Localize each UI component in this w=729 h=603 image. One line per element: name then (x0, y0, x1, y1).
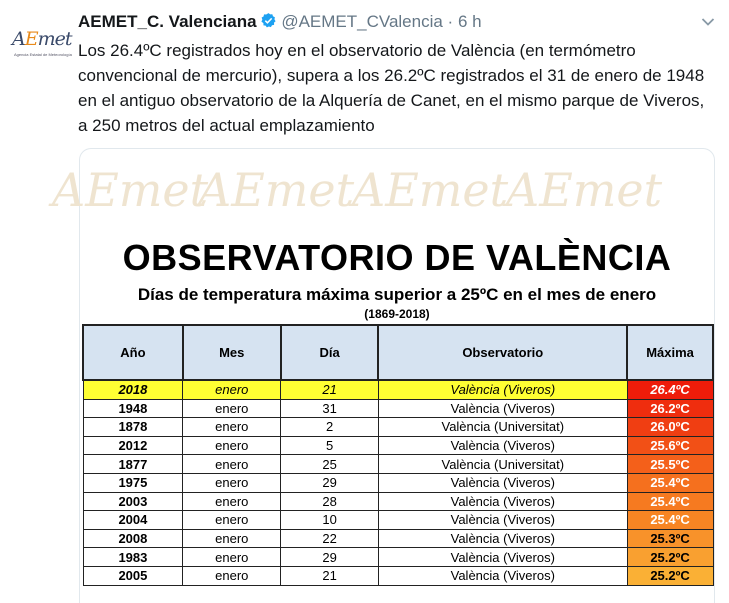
month-cell: enero (183, 455, 281, 474)
table-row (83, 492, 713, 511)
month-cell: enero (183, 548, 281, 567)
year-cell: 2005 (83, 566, 183, 585)
station-cell: València (Viveros) (378, 380, 627, 399)
station-cell: València (Viveros) (378, 399, 627, 418)
max-temp-cell: 25.6ºC (627, 436, 713, 455)
table-row (83, 529, 713, 548)
day-cell: 21 (281, 380, 379, 399)
day-cell: 25 (281, 455, 379, 474)
watermark-text: AEmet (506, 163, 663, 217)
year-cell: 2003 (83, 492, 183, 511)
column-header: Observatorio (378, 325, 627, 380)
column-header: Año (83, 325, 183, 380)
max-temp-cell: 25.3ºC (627, 529, 713, 548)
watermark-text: AEmet (352, 163, 509, 217)
year-cell: 2018 (83, 380, 183, 399)
station-cell: València (Viveros) (378, 473, 627, 492)
month-cell: enero (183, 529, 281, 548)
user-handle[interactable]: @AEMET_CValencia (281, 12, 443, 31)
year-cell: 1983 (83, 548, 183, 567)
station-cell: València (Universitat) (378, 455, 627, 474)
day-cell: 21 (281, 566, 379, 585)
table-row (83, 436, 713, 455)
max-temp-cell: 25.4ºC (627, 492, 713, 511)
month-cell: enero (183, 399, 281, 418)
year-cell: 2004 (83, 511, 183, 530)
table-row (83, 548, 713, 567)
day-cell: 29 (281, 473, 379, 492)
max-temp-cell: 26.0ºC (627, 418, 713, 437)
day-cell: 31 (281, 399, 379, 418)
profile-avatar[interactable] (8, 14, 72, 68)
year-cell: 1878 (83, 418, 183, 437)
chevron-down-icon[interactable] (701, 14, 715, 32)
max-temp-cell: 25.4ºC (627, 473, 713, 492)
aemet-logo-subtitle: Agencia Estatal de Meteorología (14, 52, 72, 57)
year-cell: 1877 (83, 455, 183, 474)
max-temp-cell: 26.2ºC (627, 399, 713, 418)
chart-title: OBSERVATORIO DE VALÈNCIA (122, 237, 672, 278)
month-cell: enero (183, 418, 281, 437)
aemet-logo: AEmet (12, 28, 72, 50)
day-cell: 29 (281, 548, 379, 567)
chart-year-range: (1869-2018) (364, 307, 430, 321)
day-cell: 5 (281, 436, 379, 455)
table-row (83, 399, 713, 418)
tweet-text: Los 26.4ºC registrados hoy en el observatorio de València (en termómetro convencional de mercurio), supera a los 26.2ºC registrados el 31 de enero de 1948 en el antiguo observatorio de la Alquería de Canet, en el mismo parque de Viveros, a 250 metros del actual emplazamiento (78, 41, 705, 135)
display-name[interactable]: AEMET_C. Valenciana (78, 12, 257, 31)
table-row (83, 418, 713, 437)
temperature-table (82, 324, 714, 586)
station-cell: València (Viveros) (378, 548, 627, 567)
table-row (83, 455, 713, 474)
table-row (83, 473, 713, 492)
tweet-header (78, 12, 482, 34)
day-cell: 2 (281, 418, 379, 437)
column-header: Máxima (627, 325, 713, 380)
station-cell: València (Universitat) (378, 418, 627, 437)
column-header: Mes (183, 325, 281, 380)
chart-subtitle: Días de temperatura máxima superior a 25ºC en el mes de enero (137, 285, 657, 304)
max-temp-cell: 26.4ºC (627, 380, 713, 399)
year-cell: 1975 (83, 473, 183, 492)
header-separator: · (447, 12, 454, 31)
station-cell: València (Viveros) (378, 492, 627, 511)
month-cell: enero (183, 511, 281, 530)
column-header: Día (281, 325, 379, 380)
month-cell: enero (183, 473, 281, 492)
day-cell: 28 (281, 492, 379, 511)
day-cell: 10 (281, 511, 379, 530)
month-cell: enero (183, 380, 281, 399)
max-temp-cell: 25.2ºC (627, 548, 713, 567)
station-cell: València (Viveros) (378, 436, 627, 455)
station-cell: València (Viveros) (378, 511, 627, 530)
max-temp-cell: 25.2ºC (627, 566, 713, 585)
attached-image[interactable] (52, 148, 715, 603)
month-cell: enero (183, 492, 281, 511)
max-temp-cell: 25.4ºC (627, 511, 713, 530)
aemet-watermark (52, 155, 714, 225)
verified-badge-icon (260, 12, 277, 34)
station-cell: València (Viveros) (378, 529, 627, 548)
watermark-text: AEmet (198, 163, 355, 217)
watermark-text: AEmet (52, 163, 209, 217)
table-row (83, 566, 713, 585)
month-cell: enero (183, 436, 281, 455)
table-row (83, 380, 713, 399)
year-cell: 2012 (83, 436, 183, 455)
year-cell: 1948 (83, 399, 183, 418)
month-cell: enero (183, 566, 281, 585)
station-cell: València (Viveros) (378, 566, 627, 585)
table-row (83, 511, 713, 530)
year-cell: 2008 (83, 529, 183, 548)
tweet-timestamp[interactable]: 6 h (457, 12, 482, 31)
max-temp-cell: 25.5ºC (627, 455, 713, 474)
day-cell: 22 (281, 529, 379, 548)
